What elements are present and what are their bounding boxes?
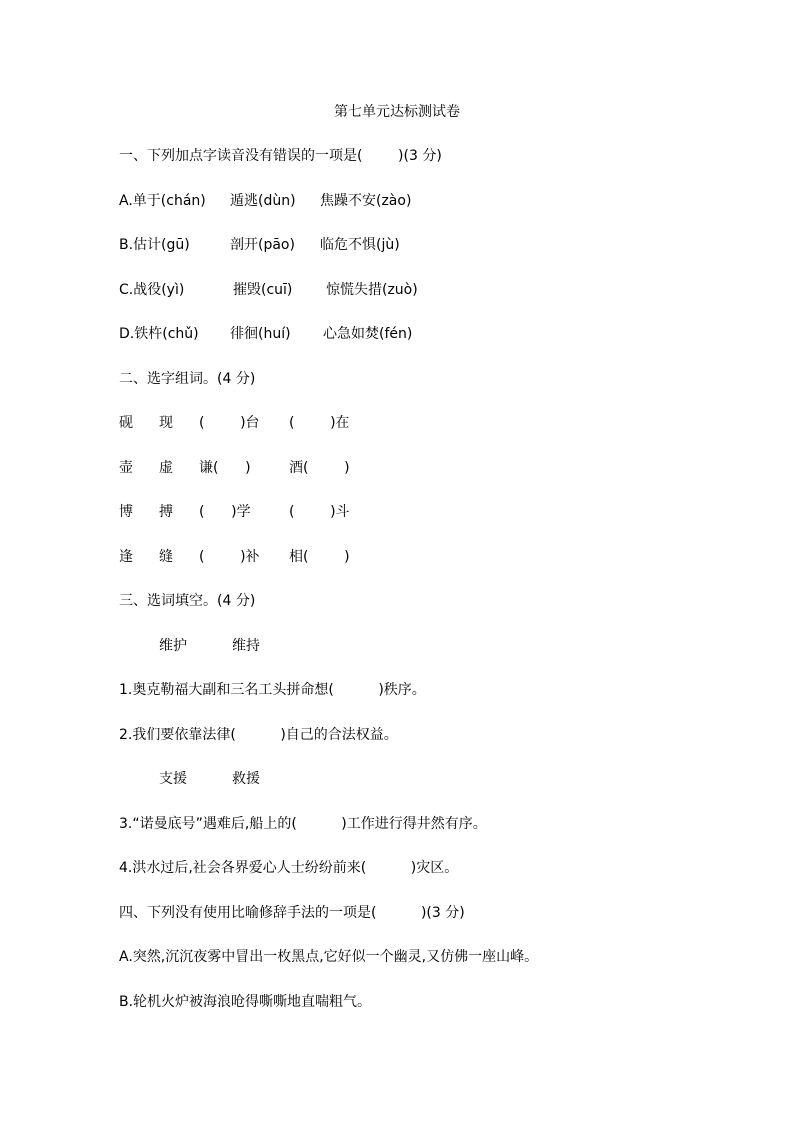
question-1-heading: 一、下列加点字读音没有错误的一项是( )(3 分) xyxy=(119,148,442,164)
option-a-col-3: 焦躁不安(zào) xyxy=(320,193,412,209)
char-1: 壶 xyxy=(119,460,133,476)
option-a-col-2: 遁逃(dùn) xyxy=(230,193,296,209)
word-choice: 支援 xyxy=(159,771,187,787)
option-c-col-3: 惊慌失措(zuò) xyxy=(326,282,418,298)
blank-word-2: ( )在 xyxy=(289,415,350,431)
blank-word-1: ( )学 xyxy=(199,504,251,520)
option-b-col-2: 剖开(pāo) xyxy=(230,237,295,253)
option-b-col-1: B.估计(gū) xyxy=(119,237,190,253)
blank-word-2: 相( ) xyxy=(289,549,350,565)
char-2: 现 xyxy=(159,415,173,431)
question-4-heading: 四、下列没有使用比喻修辞手法的一项是( )(3 分) xyxy=(119,905,465,921)
blank-word-1: ( )台 xyxy=(199,415,260,431)
sentence-3: 3.“诺曼底号”遇难后,船上的( )工作进行得井然有序。 xyxy=(119,816,487,832)
sentence-1: 1.奥克勒福大副和三名工头拼命想( )秩序。 xyxy=(119,682,426,698)
option-d-col-1: D.铁杵(chǔ) xyxy=(119,326,199,342)
option-b-col-3: 临危不惧(jù) xyxy=(320,237,400,253)
blank-word-1: 谦( ) xyxy=(199,460,251,476)
char-1: 逢 xyxy=(119,549,133,565)
sentence-2: 2.我们要依靠法律( )自己的合法权益。 xyxy=(119,727,398,743)
option-d-col-2: 徘徊(huí) xyxy=(230,326,291,342)
option-d-col-3: 心急如焚(fén) xyxy=(323,326,413,342)
blank-word-2: ( )斗 xyxy=(289,504,350,520)
sentence-4: 4.洪水过后,社会各界爱心人士纷纷前来( )灾区。 xyxy=(119,860,459,876)
question-3-heading: 三、选词填空。(4 分) xyxy=(119,593,256,609)
page-title: 第七单元达标测试卷 xyxy=(334,104,460,120)
word-choice: 维持 xyxy=(232,638,260,654)
char-1: 博 xyxy=(119,504,133,520)
option-a-col-1: A.单于(chán) xyxy=(119,193,206,209)
word-choice: 维护 xyxy=(159,638,187,654)
option-c-col-2: 摧毁(cuī) xyxy=(233,282,293,298)
question-4-option-b: B.轮机火炉被海浪呛得嘶嘶地直喘粗气。 xyxy=(119,994,372,1010)
question-4-option-a: A.突然,沉沉夜雾中冒出一枚黑点,它好似一个幽灵,又仿佛一座山峰。 xyxy=(119,949,539,965)
blank-word-2: 酒( ) xyxy=(289,460,350,476)
char-2: 缝 xyxy=(159,549,173,565)
char-2: 虚 xyxy=(159,460,173,476)
word-choice: 救援 xyxy=(232,771,260,787)
option-c-col-1: C.战役(yì) xyxy=(119,282,185,298)
blank-word-1: ( )补 xyxy=(199,549,260,565)
char-2: 搏 xyxy=(159,504,173,520)
question-2-heading: 二、选字组词。(4 分) xyxy=(119,371,256,387)
char-1: 砚 xyxy=(119,415,133,431)
